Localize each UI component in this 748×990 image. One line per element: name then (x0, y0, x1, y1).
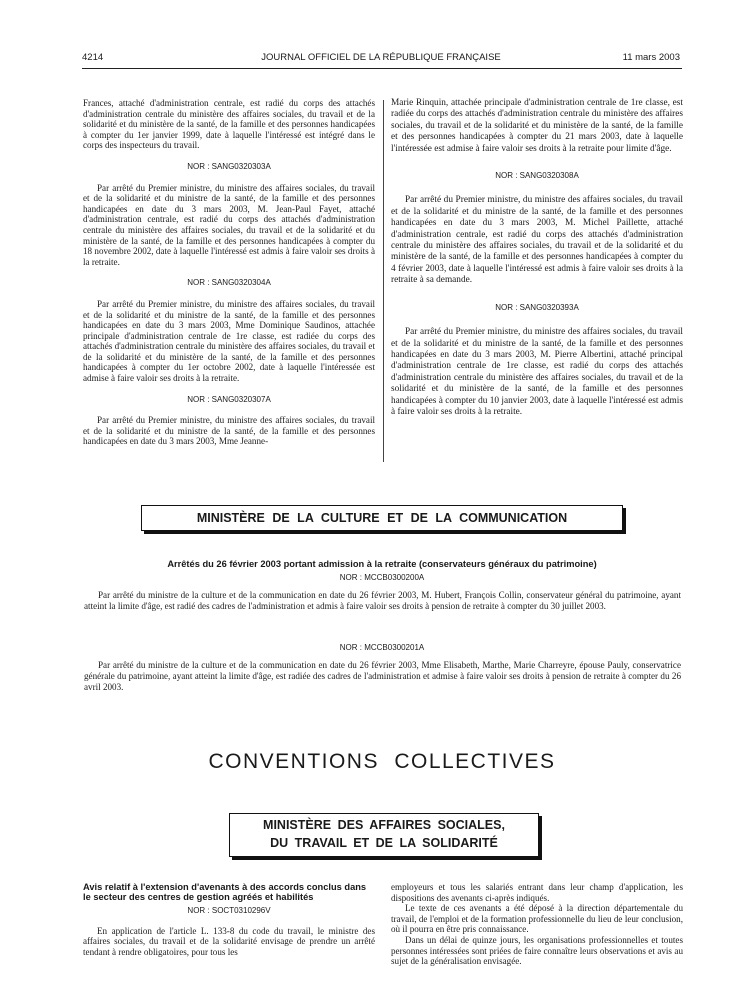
section-title: CONVENTIONS COLLECTIVES (208, 750, 556, 773)
ministry-line-2: DU TRAVAIL ET DE LA SOLIDARITÉ (270, 836, 498, 850)
paragraph: Le texte de ces avenants a été déposé à la direction départementale du travail, de l'emploi et de la formation professionnelle du lieu de leur conclusion, où il pourra en être pris connaissance. (391, 903, 683, 935)
nor-reference: NOR : MCCB0300200A (339, 573, 425, 582)
paragraph: Par arrêté du Premier ministre, du ministre des affaires sociales, du travail et de la solidarité et du ministre de la santé, de la famille et des personnes handicapées en date du 3 mars 2003, M. Jean-Paul Fayet, attaché d'administration centrale, est radié du corps des attachés d'administration centrale du ministère des affaires sociales, du travail et de la solidarité et du ministère de la santé, de la famille et des personnes handicapées à compter du 18 novembre 2002, date à laquelle l'intéressé est admis à faire valoir ses droits à la retraite. (83, 182, 375, 267)
paragraph: employeurs et tous les salariés entrant dans leur champ d'application, les dispositions des avenants ci-après indiqués. (391, 882, 683, 903)
decree-title: Arrêtés du 26 février 2003 portant admission à la retraite (conservateurs généraux du patrimoine) (167, 559, 597, 569)
ministry-culture-box: MINISTÈRE DE LA CULTURE ET DE LA COMMUNICATION (141, 505, 623, 531)
ministry-social-affairs-box (229, 813, 539, 857)
issue-date: 11 mars 2003 (622, 52, 680, 63)
nor-reference: NOR : SANG0320308A (495, 171, 579, 181)
nor-reference: NOR : SANG0320307A (187, 394, 271, 404)
journal-title: JOURNAL OFFICIEL DE LA RÉPUBLIQUE FRANÇAISE (261, 52, 501, 63)
paragraph: Par arrêté du ministre de la culture et de la communication en date du 26 février 2003, M. Hubert, François Collin, conservateur général du patrimoine, ayant atteint la limite d'âge, est radié des cadres de l'administration et admis à faire valoir ses droits à pension de retraite à compter du 30 juillet 2003. (84, 590, 681, 611)
column-separator (383, 100, 384, 462)
paragraph: Par arrêté du Premier ministre, du ministre des affaires sociales, du travail et de la solidarité et du ministre de la santé, de la famille et des personnes handicapées en date du 3 mars 2003, M. Pierre Albertini, attaché principal d'administration centrale de 1re classe, est radié du corps des attachés d'administration centrale du ministère des affaires sociales, du travail et de la solidarité et du ministère de la santé, de la famille et des personnes handicapées à compter du 10 janvier 2003, date à laquelle l'intéressé est admis à faire valoir ses droits à la retraite. (391, 327, 683, 417)
left-column (83, 98, 375, 447)
paragraph: Marie Rinquin, attachée principale d'administration centrale de 1re classe, est radiée du corps des attachés d'administration centrale du ministère des affaires sociales, du travail et de la solidarité et du ministère de la santé, de la famille et des personnes handicapées à compter du 21 mars 2003, date à laquelle l'intéressée est admise à faire valoir ses droits à la retraite pour limite d'âge. (391, 98, 683, 154)
avis-title: Avis relatif à l'extension d'avenants à des accords conclus dans le secteur des centres de gestion agréés et habilités (83, 882, 367, 902)
culture-paragraph-2 (84, 660, 681, 692)
right-column (391, 98, 683, 418)
paragraph: Par arrêté du ministre de la culture et de la communication en date du 26 février 2003, Mme Elisabeth, Marthe, Marie Charreyre, épouse Pauly, conservatrice générale du patrimoine, ayant atteint la limite d'âge, est radiée des cadres de l'administration et admise à faire valoir ses droits à pension de retraite à compter du 26 avril 2003. (84, 660, 681, 692)
culture-paragraph-1 (84, 590, 681, 612)
nor-reference: NOR : MCCB0300201A (339, 643, 425, 652)
page-number: 4214 (82, 52, 104, 63)
paragraph: Dans un délai de quinze jours, les organisations professionnelles et toutes personnes intéressées sont priées de faire connaître leurs observations et avis au sujet de la généralisation envisagée. (391, 934, 683, 967)
paragraph: Par arrêté du Premier ministre, du ministre des affaires sociales, du travail et de la solidarité et du ministre de la santé, de la famille et des personnes handicapées en date du 3 mars 2003, M. Michel Paillette, attaché d'administration centrale, est radié du corps des attachés d'administration centrale du ministère des affaires sociales, du travail et de la solidarité et du ministère de la santé, de la famille et des personnes handicapées à compter du 4 février 2003, date à laquelle l'intéressé est admis à faire valoir ses droits à la retraite à sa demande. (391, 195, 683, 286)
page-header (82, 52, 680, 66)
nor-reference: NOR : SOCT0310296V (187, 906, 271, 915)
paragraph: Par arrêté du Premier ministre, du ministre des affaires sociales, du travail et de la solidarité et du ministre de la santé, de la famille et des personnes handicapées en date du 3 mars 2003, Mme Jeanne- (83, 415, 375, 447)
nor-reference: NOR : SANG0320303A (187, 161, 271, 171)
conventions-left-column (83, 882, 375, 957)
header-rule (82, 68, 682, 69)
conventions-right-column (391, 882, 683, 967)
ministry-line-1: MINISTÈRE DES AFFAIRES SOCIALES, (263, 818, 505, 832)
nor-reference: NOR : SANG0320304A (187, 278, 271, 288)
paragraph: Par arrêté du Premier ministre, du ministre des affaires sociales, du travail et de la solidarité et du ministre de la santé, de la famille et des personnes handicapées en date du 3 mars 2003, Mme Dominique Saudinos, attachée principale d'administration centrale de 1re classe, est radiée du corps des attachés d'administration centrale du ministère des affaires sociales, du travail et de la solidarité et du ministère de la santé, de la famille et des personnes handicapées à compter du 1er octobre 2002, date à laquelle l'intéressée est admise à faire valoir ses droits à la retraite. (83, 298, 375, 384)
paragraph: En application de l'article L. 133-8 du code du travail, le ministre des affaires sociales, du travail et de la solidarité envisage de prendre un arrêté tendant à rendre obligatoires, pour tous les (83, 925, 375, 957)
nor-reference: NOR : SANG0320393A (495, 302, 579, 312)
paragraph: Frances, attaché d'administration centrale, est radié du corps des attachés d'administration centrale du ministère des affaires sociales, du travail et de la solidarité et du ministère de la santé, de la famille et des personnes handicapées à compter du 1er janvier 1999, date à laquelle l'intéressé est intégré dans le corps des inspecteurs du travail. (83, 98, 375, 151)
